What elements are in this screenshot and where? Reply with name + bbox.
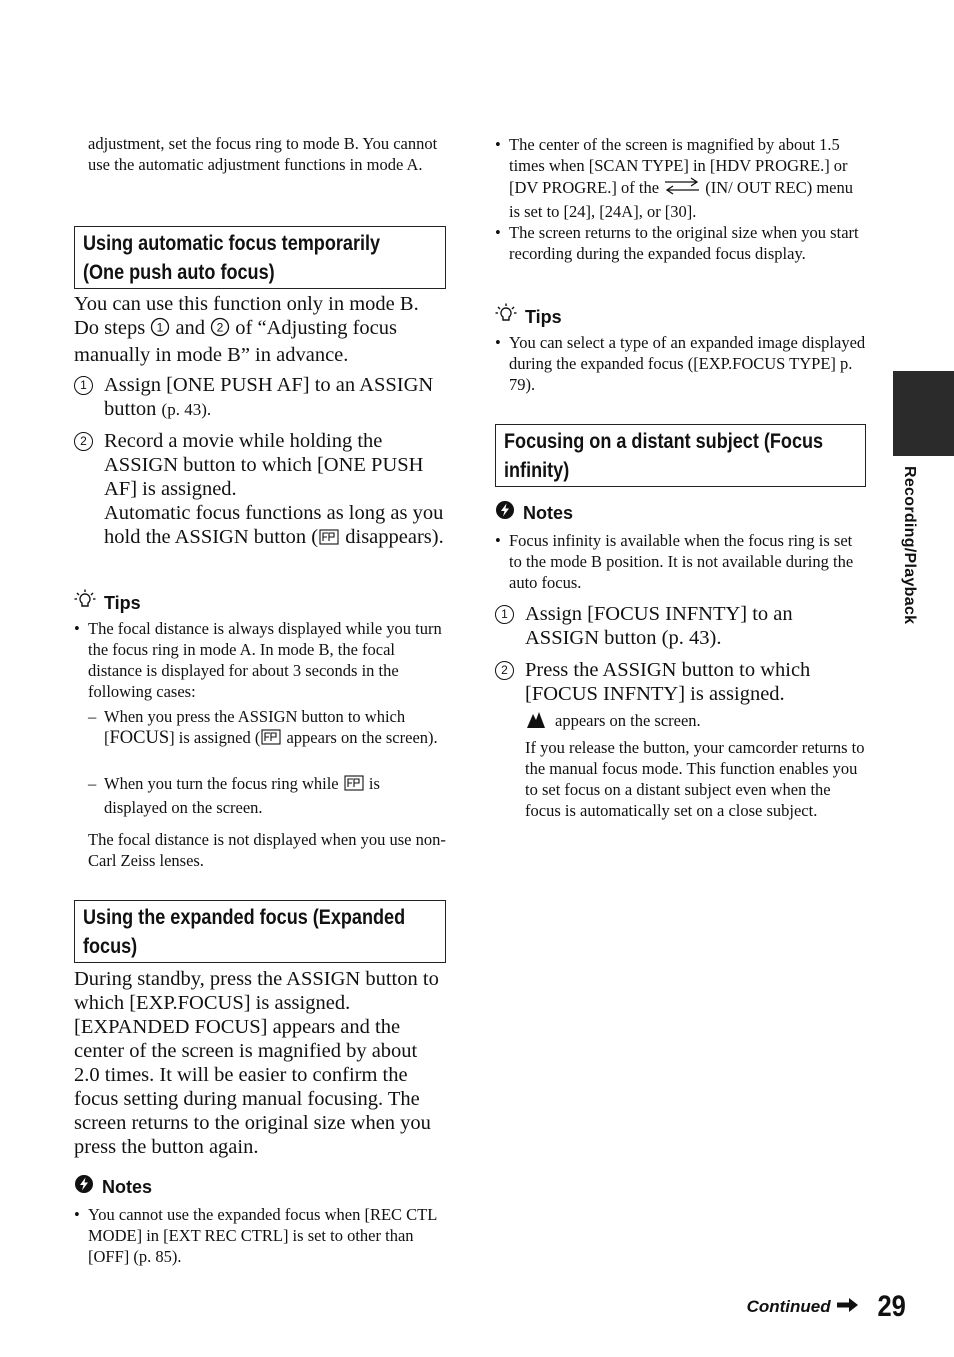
step-2-icon: [210, 317, 230, 343]
tips-bullet-2: • You can select a type of an expanded image displayed during the expanded focus ([EXP.FOCUS TYPE] p. 79).: [495, 332, 866, 395]
intro-text: adjustment, set the focus ring to mode B. You cannot use the automatic adjustment functions in mode A.: [88, 134, 438, 174]
tip-note: The focal distance is not displayed when you use non-Carl Zeiss lenses.: [88, 830, 446, 870]
focus-distance-icon: [260, 728, 282, 751]
lightbulb-icon: [495, 303, 517, 330]
tip-dash-1: – When you press the ASSIGN button to which [FOCUS] is assigned ( appears on the screen).: [88, 706, 446, 751]
notes-header-1: Notes: [74, 1174, 152, 1199]
notes-header-2: Notes: [495, 500, 573, 525]
notes-bullet-2: • Focus infinity is available when the focus ring is set to the mode B position. It is not available during the auto focus.: [495, 530, 866, 593]
notes-icon: [495, 500, 515, 525]
chapter-tab-marker: [893, 371, 954, 456]
tips-header-1: Tips: [74, 589, 141, 616]
continued-label: Continued: [746, 1297, 831, 1316]
arrow-right-icon: [837, 1297, 859, 1318]
expanded-focus-body: During standby, press the ASSIGN button to which [EXP.FOCUS] is assigned. [EXPANDED FOCUS] appears and the center of the screen is magnified by about 2.0 times. It will be easier to confirm the focus setting during manual focusing. The screen returns to the original size when you press the button again.: [74, 968, 439, 1158]
page-number: 29: [877, 1290, 906, 1323]
focus-infinity-icon: [525, 709, 547, 734]
one-push-step-2: 2 Record a movie while holding the ASSIGN button to which [ONE PUSH AF] is assigned. Automatic focus functions as long as you hold the ASSIGN button ( disappears).: [74, 429, 446, 552]
focus-distance-icon: [318, 528, 340, 552]
infinity-explanation: If you release the button, your camcorder returns to the manual focus mode. This function enables you to set focus on a distant subject even when the focus is automatically set on a close subject.: [525, 738, 865, 820]
lightbulb-icon: [74, 589, 96, 616]
infinity-step-2: 2 Press the ASSIGN button to which [FOCUS INFNTY] is assigned. appears on the screen. If you release the button, your camcorder returns to the manual focus mode. This function enables you to set focus on a distant subject even when the focus is automatically set on a close subject.: [495, 658, 866, 821]
infinity-indicator-line: appears on the screen.: [525, 709, 866, 734]
notes-icon: [74, 1174, 94, 1199]
svg-text:2: 2: [216, 320, 224, 335]
tip-dash-2: – When you turn the focus ring while is displayed on the screen.: [88, 773, 446, 818]
chapter-tab-label: Recording/Playback: [901, 466, 918, 625]
section-heading-expanded-focus: Using the expanded focus (Expanded focus): [74, 900, 446, 963]
expanded-focus-bullet-1: • The center of the screen is magnified by about 1.5 times when [SCAN TYPE] in [HDV PROGRE.] or [DV PROGRE.] of the (IN/ OUT REC) menu is set to [24], [24A], or [30].: [495, 134, 866, 222]
one-push-intro: You can use this function only in mode B. Do steps 1 and 2 of “Adjusting focus manually in mode B” in advance.: [74, 293, 419, 366]
notes-bullet: • You cannot use the expanded focus when [REC CTL MODE] in [EXT REC CTRL] is set to other than [OFF] (p. 85).: [74, 1204, 446, 1267]
one-push-step-1: 1 Assign [ONE PUSH AF] to an ASSIGN button (p. 43).: [74, 373, 446, 422]
tips-header-2: Tips: [495, 303, 562, 330]
section-heading-one-push-af: Using automatic focus temporarily (One push auto focus): [74, 226, 446, 289]
infinity-step-1: 1 Assign [FOCUS INFNTY] to an ASSIGN button (p. 43).: [495, 602, 866, 650]
page-footer: [747, 1290, 908, 1324]
svg-text:1: 1: [156, 320, 164, 335]
focus-distance-icon: [343, 774, 365, 797]
section-heading-focus-infinity: Focusing on a distant subject (Focus infinity): [495, 424, 866, 487]
expanded-focus-bullet-2: • The screen returns to the original size when you start recording during the expanded focus display.: [495, 222, 866, 264]
step-1-icon: [150, 317, 170, 343]
in-out-rec-menu-icon: [663, 176, 701, 201]
tip-bullet: • The focal distance is always displayed while you turn the focus ring in mode A. In mode B, the focal distance is displayed for about 3 seconds in the following cases:: [74, 618, 446, 702]
